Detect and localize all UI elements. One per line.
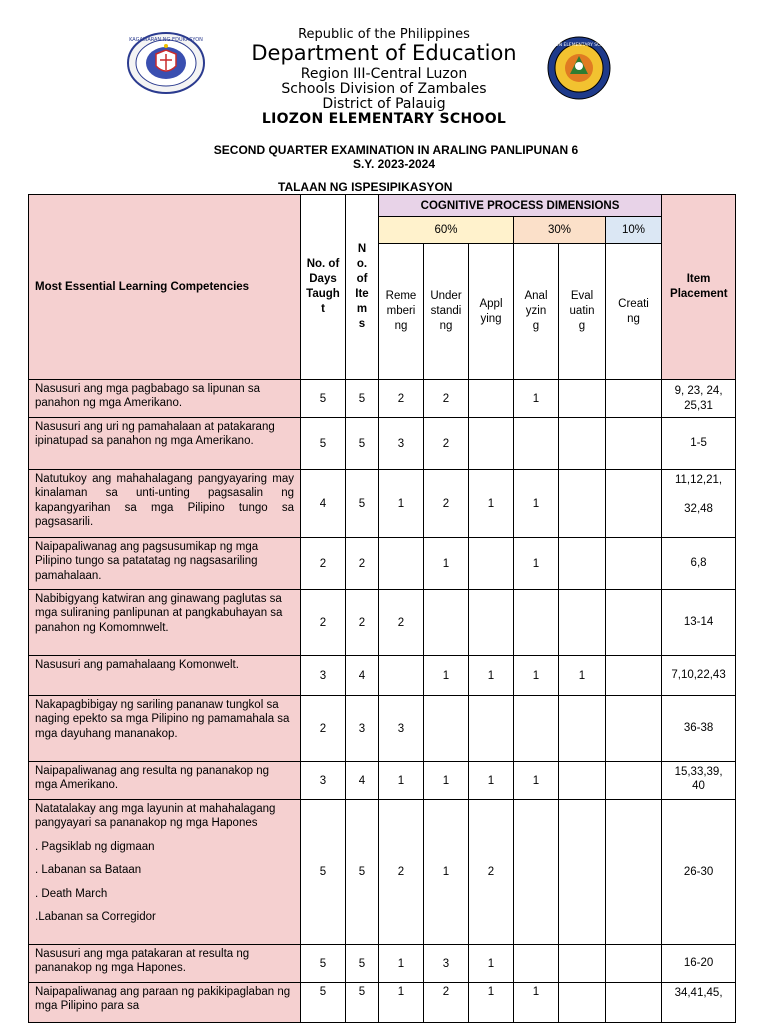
items-cell: 2 [346, 538, 379, 590]
col-header-competencies: Most Essential Learning Competencies [29, 195, 301, 380]
item-placement-cell: 15,33,39, 40 [662, 762, 736, 800]
evaluating-cell [559, 983, 606, 1023]
header-school: LIOZON ELEMENTARY SCHOOL [261, 111, 507, 127]
items-cell: 5 [346, 418, 379, 470]
applying-cell [469, 418, 514, 470]
items-cell: 5 [346, 470, 379, 538]
item-placement-cell: 7,10,22,43 [662, 656, 736, 696]
sub-topic: . Death March [35, 887, 108, 900]
items-cell: 5 [346, 945, 379, 983]
creating-cell [606, 380, 662, 418]
competency-cell: Nasusuri ang uri ng pamahalaan at patakarang ipinatupad sa panahon ng mga Amerikano. [29, 418, 301, 470]
item-placement-cell: 36-38 [662, 696, 736, 762]
understanding-cell: 2 [424, 418, 469, 470]
applying-cell: 1 [469, 983, 514, 1023]
analyzing-cell: 1 [514, 656, 559, 696]
table-row [29, 590, 736, 656]
table-row [29, 983, 736, 1023]
analyzing-cell [514, 418, 559, 470]
col-header-evaluating-label: Evaluating [569, 290, 595, 332]
evaluating-cell [559, 696, 606, 762]
evaluating-cell [559, 762, 606, 800]
days-cell: 5 [301, 983, 346, 1023]
table-row [29, 538, 736, 590]
table-row [29, 418, 736, 470]
remembering-cell [379, 656, 424, 696]
header-division: Schools Division of Zambales [281, 81, 487, 97]
table-title: TALAAN NG ISPESIPIKASYON [278, 180, 453, 194]
evaluating-cell [559, 418, 606, 470]
school-year: S.Y. 2023-2024 [352, 157, 436, 171]
item-placement-cell: 1-5 [662, 418, 736, 470]
item-placement-cell: 16-20 [662, 945, 736, 983]
sub-topic: .Labanan sa Corregidor [35, 910, 156, 923]
col-header-items-label: No. of Items [355, 243, 369, 330]
days-cell: 3 [301, 656, 346, 696]
analyzing-cell: 1 [514, 983, 559, 1023]
competency-text: Natatalakay ang mga layunin at mahahalagang pangyayari sa pananakop ng mga Hapones [35, 803, 276, 830]
items-cell: 5 [346, 800, 379, 945]
table-row [29, 945, 736, 983]
understanding-cell [424, 590, 469, 656]
remembering-cell: 2 [379, 380, 424, 418]
col-header-applying [469, 244, 514, 380]
table-row [29, 380, 736, 418]
days-cell: 2 [301, 538, 346, 590]
col-header-item-placement [662, 195, 736, 380]
understanding-cell: 2 [424, 380, 469, 418]
items-cell: 5 [346, 380, 379, 418]
applying-cell: 1 [469, 945, 514, 983]
analyzing-cell: 1 [514, 380, 559, 418]
analyzing-cell [514, 590, 559, 656]
analyzing-cell [514, 696, 559, 762]
competency-cell: Naipapaliwanag ang pagsusumikap ng mga Pilipino tungo sa patatatag ng nagsasariling pamahalaan. [29, 538, 301, 590]
applying-cell [469, 380, 514, 418]
competency-cell: Naipapaliwanag ang resulta ng pananakop ng mga Amerikano. [29, 762, 301, 800]
col-header-analyzing [514, 244, 559, 380]
creating-cell [606, 945, 662, 983]
analyzing-cell: 1 [514, 470, 559, 538]
analyzing-cell: 1 [514, 762, 559, 800]
applying-cell: 1 [469, 656, 514, 696]
remembering-cell: 3 [379, 418, 424, 470]
days-cell: 5 [301, 800, 346, 945]
competency-cell: Nasusuri ang pamahalaang Komonwelt. [29, 656, 301, 696]
understanding-cell: 2 [424, 983, 469, 1023]
item-placement-cell: 34,41,45, [662, 983, 736, 1023]
competency-cell: Nabibigyang katwiran ang ginawang paglutas sa mga suliraning panlipunan at pangkabuhayan sa panahon ng Komomnwelt. [29, 590, 301, 656]
col-header-creating [606, 244, 662, 380]
understanding-cell: 1 [424, 656, 469, 696]
days-cell: 5 [301, 380, 346, 418]
col-header-days [301, 195, 346, 380]
evaluating-cell [559, 945, 606, 983]
percent-60: 60% [379, 217, 514, 244]
col-header-applying-label: Applying [479, 297, 503, 325]
col-header-item-placement-label: Item Placement [670, 273, 728, 300]
understanding-cell: 2 [424, 470, 469, 538]
applying-cell: 2 [469, 800, 514, 945]
remembering-cell: 1 [379, 983, 424, 1023]
cognitive-process-header: COGNITIVE PROCESS DIMENSIONS [379, 195, 662, 217]
applying-cell [469, 538, 514, 590]
evaluating-cell: 1 [559, 656, 606, 696]
remembering-cell: 1 [379, 470, 424, 538]
applying-cell [469, 696, 514, 762]
evaluating-cell [559, 590, 606, 656]
table-row [29, 656, 736, 696]
percent-10: 10% [606, 217, 662, 244]
col-header-items [346, 195, 379, 380]
competency-cell: Naipapaliwanag ang paraan ng pakikipaglaban ng mga Pilipino para sa [29, 983, 301, 1023]
remembering-cell: 2 [379, 590, 424, 656]
sub-topic: . Labanan sa Bataan [35, 864, 142, 877]
applying-cell: 1 [469, 762, 514, 800]
understanding-cell: 1 [424, 762, 469, 800]
understanding-cell [424, 696, 469, 762]
competency-cell: Nasusuri ang mga patakaran at resulta ng pananakop ng mga Hapones. [29, 945, 301, 983]
understanding-cell: 3 [424, 945, 469, 983]
item-placement-cell: 9, 23, 24, 25,31 [662, 380, 736, 418]
col-header-creating-label: Creating [618, 297, 649, 325]
col-header-understanding [424, 244, 469, 380]
header-republic: Republic of the Philippines [298, 27, 470, 42]
specification-table [28, 194, 736, 1023]
table-row [29, 696, 736, 762]
remembering-cell [379, 538, 424, 590]
col-header-remembering-label: Remembering [385, 290, 417, 332]
creating-cell [606, 800, 662, 945]
analyzing-cell: 1 [514, 538, 559, 590]
days-cell: 2 [301, 590, 346, 656]
days-cell: 4 [301, 470, 346, 538]
col-header-analyzing-label: Analyzing [524, 290, 548, 332]
col-header-remembering [379, 244, 424, 380]
creating-cell [606, 762, 662, 800]
creating-cell [606, 696, 662, 762]
creating-cell [606, 538, 662, 590]
competency-cell [29, 800, 301, 945]
days-cell: 3 [301, 762, 346, 800]
items-cell: 5 [346, 983, 379, 1023]
remembering-cell: 3 [379, 696, 424, 762]
analyzing-cell [514, 800, 559, 945]
analyzing-cell [514, 945, 559, 983]
creating-cell [606, 590, 662, 656]
percent-30: 30% [514, 217, 606, 244]
remembering-cell: 1 [379, 945, 424, 983]
school-seal-text: LIOZON ELEMENTARY SCHOOL [544, 43, 614, 48]
remembering-cell: 1 [379, 762, 424, 800]
deped-seal-text: KAGAWARAN NG EDUKASYON [129, 37, 203, 43]
creating-cell [606, 418, 662, 470]
col-header-evaluating [559, 244, 606, 380]
items-cell: 4 [346, 762, 379, 800]
competency-cell: Nakapagbibigay ng sariling pananaw tungkol sa naging epekto sa mga Pilipino ng pamamahala sa mga dayuhang mananakop. [29, 696, 301, 762]
header-department: Department of Education [251, 41, 517, 65]
item-placement-cell: 13-14 [662, 590, 736, 656]
header-region: Region III-Central Luzon [300, 66, 468, 82]
item-placement-cell: 11,12,21, 32,48 [662, 470, 736, 538]
exam-title: SECOND QUARTER EXAMINATION IN ARALING PANLIPUNAN 6 [213, 143, 579, 157]
understanding-cell: 1 [424, 800, 469, 945]
item-placement-cell: 6,8 [662, 538, 736, 590]
evaluating-cell [559, 470, 606, 538]
table-row [29, 470, 736, 538]
header-district: District of Palauig [322, 96, 446, 112]
items-cell: 3 [346, 696, 379, 762]
items-cell: 2 [346, 590, 379, 656]
col-header-days-label: No. of Days Taught [306, 258, 340, 315]
col-header-understanding-label: Understanding [430, 290, 462, 332]
evaluating-cell [559, 538, 606, 590]
creating-cell [606, 470, 662, 538]
days-cell: 2 [301, 696, 346, 762]
sub-topic: . Pagsiklab ng digmaan [35, 840, 155, 853]
applying-cell [469, 590, 514, 656]
applying-cell: 1 [469, 470, 514, 538]
understanding-cell: 1 [424, 538, 469, 590]
days-cell: 5 [301, 418, 346, 470]
items-cell: 4 [346, 656, 379, 696]
table-row [29, 762, 736, 800]
competency-cell: Nasusuri ang mga pagbabago sa lipunan sa panahon ng mga Amerikano. [29, 380, 301, 418]
days-cell: 5 [301, 945, 346, 983]
creating-cell [606, 983, 662, 1023]
competency-cell: Natutukoy ang mahahalagang pangyayaring may kinalaman sa unti-unting pagsasalin ng kapangyarihan sa mga Pilipino tungo sa pagsasarili. [29, 470, 301, 538]
evaluating-cell [559, 380, 606, 418]
item-placement-cell: 26-30 [662, 800, 736, 945]
remembering-cell: 2 [379, 800, 424, 945]
table-row [29, 800, 736, 945]
evaluating-cell [559, 800, 606, 945]
creating-cell [606, 656, 662, 696]
